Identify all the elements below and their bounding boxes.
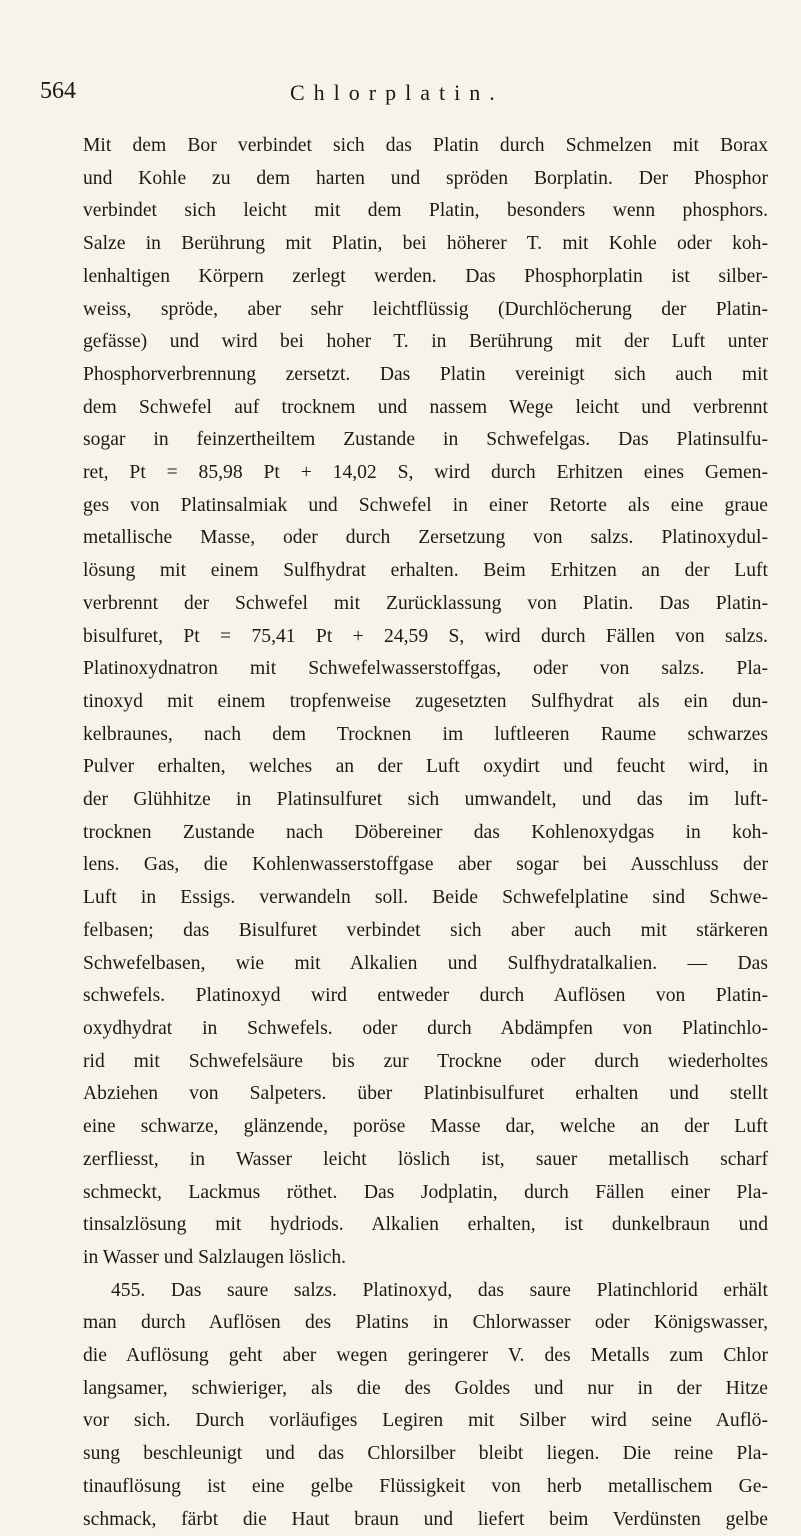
page-header <box>40 78 800 118</box>
text-line: verbrennt der Schwefel mit Zurücklassung von Platin. Das Platin- <box>83 592 768 614</box>
text-line: ges von Platinsalmiak und Schwefel in einer Retorte als eine graue <box>83 494 768 516</box>
text-line: trocknen Zustande nach Döbereiner das Kohlenoxydgas in koh- <box>83 821 768 843</box>
text-line: langsamer, schwieriger, als die des Goldes und nur in der Hitze <box>83 1377 768 1399</box>
text-line: tinoxyd mit einem tropfenweise zugesetzten Sulfhydrat als ein dun- <box>83 690 768 712</box>
text-line: dem Schwefel auf trocknem und nassem Wege leicht und verbrennt <box>83 396 768 418</box>
text-line: Platinoxydnatron mit Schwefelwasserstoffgas, oder von salzs. Pla- <box>83 658 768 680</box>
text-line: verbindet sich leicht mit dem Platin, besonders wenn phosphors. <box>83 200 768 222</box>
text-line: Pulver erhalten, welches an der Luft oxydirt und feucht wird, in <box>83 756 768 778</box>
text-line: zerfliesst, in Wasser leicht löslich ist, sauer metallisch scharf <box>83 1148 768 1170</box>
text-line: lenhaltigen Körpern zerlegt werden. Das Phosphorplatin ist silber- <box>83 265 768 287</box>
body-text <box>83 130 768 1536</box>
text-line: Mit dem Bor verbindet sich das Platin durch Schmelzen mit Borax <box>83 135 768 156</box>
text-line: gefässe) und wird bei hoher T. in Berührung mit der Luft unter <box>83 331 768 353</box>
text-line: eine schwarze, glänzende, poröse Masse dar, welche an der Luft <box>83 1116 768 1138</box>
text-line: metallische Masse, oder durch Zersetzung von salzs. Platinoxydul- <box>83 527 768 549</box>
text-line: 455. Das saure salzs. Platinoxyd, das saure Platinchlorid erhält <box>111 1279 768 1301</box>
text-line: vor sich. Durch vorläufiges Legiren mit Silber wird seine Auflö- <box>83 1410 768 1432</box>
text-line: sogar in feinzertheiltem Zustande in Schwefelgas. Das Platinsulfu- <box>83 429 768 451</box>
text-line: der Glühhitze in Platinsulfuret sich umwandelt, und das im luft- <box>83 789 768 811</box>
text-line: schmack, färbt die Haut braun und liefert beim Verdünsten gelbe <box>83 1508 768 1530</box>
text-line: und Kohle zu dem harten und spröden Borplatin. Der Phosphor <box>83 167 768 189</box>
text-line: schmeckt, Lackmus röthet. Das Jodplatin, durch Fällen einer Pla- <box>83 1181 768 1203</box>
text-line: lösung mit einem Sulfhydrat erhalten. Beim Erhitzen an der Luft <box>83 560 768 582</box>
text-line: lens. Gas, die Kohlenwasserstoffgase aber sogar bei Ausschluss der <box>83 854 768 876</box>
text-line: Phosphorverbrennung zersetzt. Das Platin vereinigt sich auch mit <box>83 363 768 385</box>
text-line: kelbraunes, nach dem Trocknen im luftleeren Raume schwarzes <box>83 723 768 745</box>
text-line: schwefels. Platinoxyd wird entweder durch Auflösen von Platin- <box>83 985 768 1007</box>
text-line: oxydhydrat in Schwefels. oder durch Abdämpfen von Platinchlo- <box>83 1017 768 1039</box>
text-line: Luft in Essigs. verwandeln soll. Beide Schwefelplatine sind Schwe- <box>83 887 768 909</box>
text-line: Salze in Berührung mit Platin, bei höherer T. mit Kohle oder koh- <box>83 233 768 255</box>
text-line: ret, Pt = 85,98 Pt + 14,02 S, wird durch Erhitzen eines Gemen- <box>83 462 768 484</box>
text-line: die Auflösung geht aber wegen geringerer V. des Metalls zum Chlor <box>83 1345 768 1367</box>
text-line: rid mit Schwefelsäure bis zur Trockne oder durch wiederholtes <box>83 1050 768 1072</box>
text-line: Abziehen von Salpeters. über Platinbisulfuret erhalten und stellt <box>83 1083 768 1105</box>
text-line: felbasen; das Bisulfuret verbindet sich aber auch mit stärkeren <box>83 919 768 941</box>
text-line: in Wasser und Salzlaugen löslich. <box>83 1246 347 1268</box>
text-line: tinauflösung ist eine gelbe Flüssigkeit von herb metallischem Ge- <box>83 1475 768 1497</box>
text-line: bisulfuret, Pt = 75,41 Pt + 24,59 S, wird durch Fällen von salzs. <box>83 625 768 647</box>
text-line: Schwefelbasen, wie mit Alkalien und Sulfhydratalkalien. — Das <box>83 952 768 974</box>
text-line: man durch Auflösen des Platins in Chlorwasser oder Königswasser, <box>83 1312 768 1334</box>
running-title: Chlorplatin. <box>290 80 504 105</box>
text-line: weiss, spröde, aber sehr leichtflüssig (Durchlöcherung der Platin- <box>83 298 768 320</box>
text-line: sung beschleunigt und das Chlorsilber bleibt liegen. Die reine Pla- <box>83 1443 768 1465</box>
page-number: 564 <box>40 78 76 104</box>
text-line: tinsalzlösung mit hydriods. Alkalien erhalten, ist dunkelbraun und <box>83 1214 768 1236</box>
